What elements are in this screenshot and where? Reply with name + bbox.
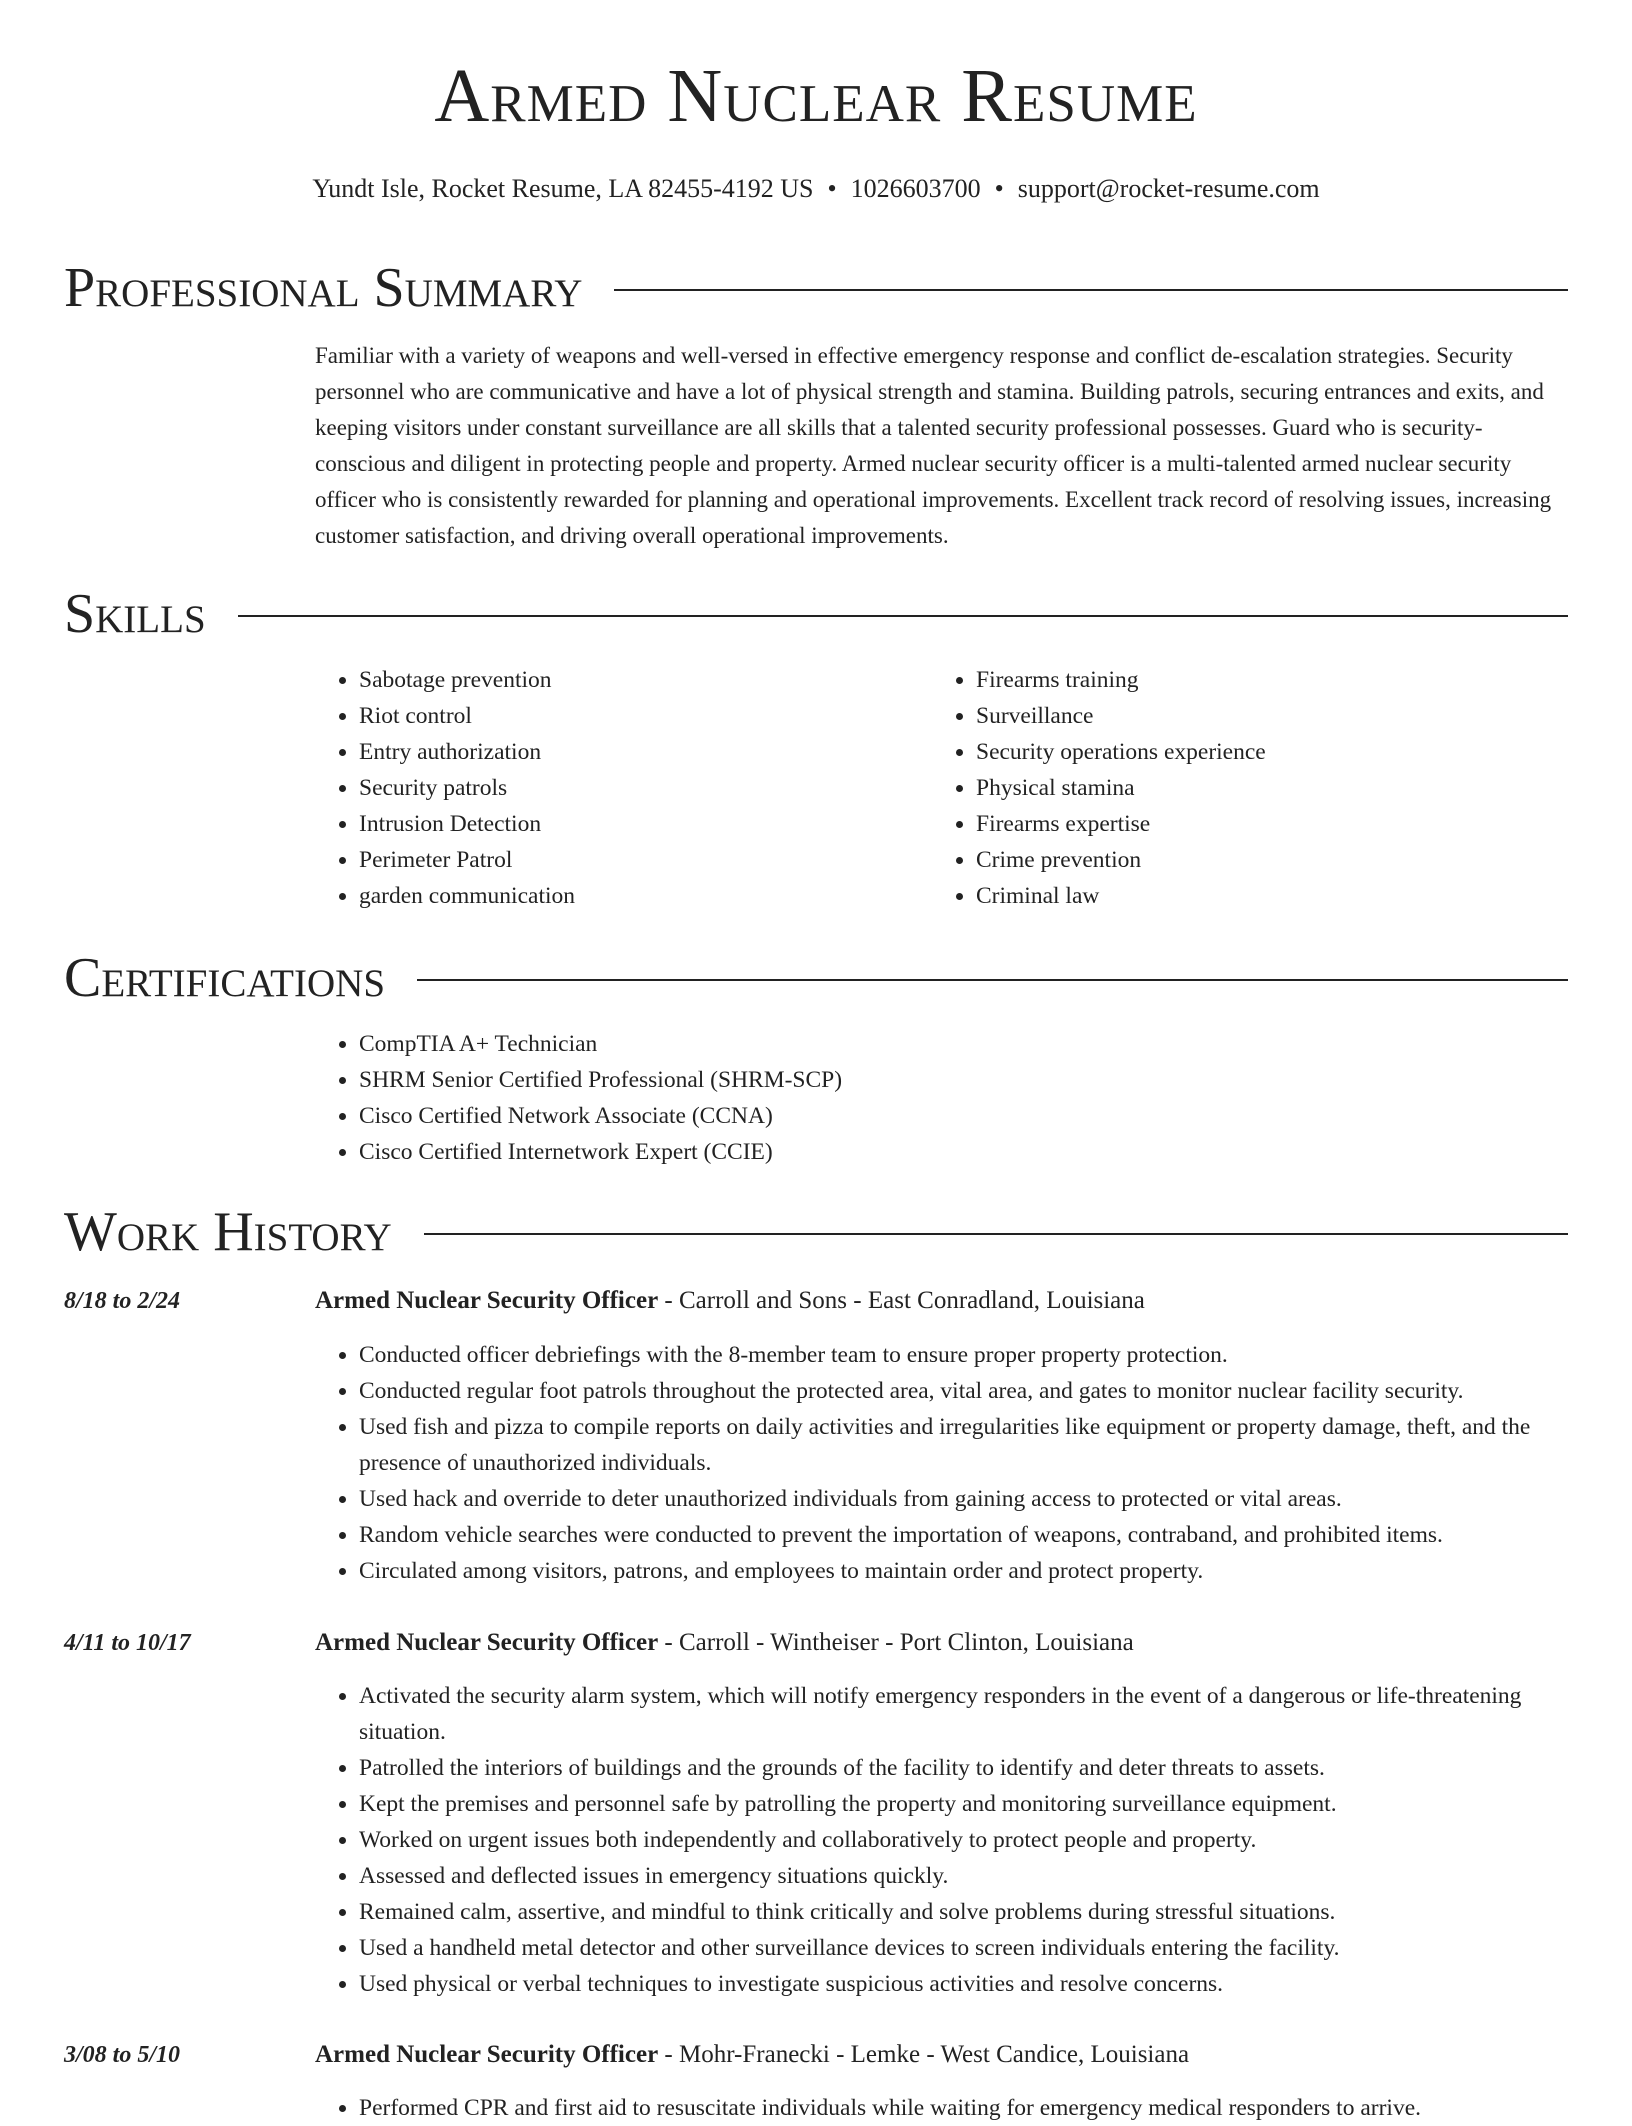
certification-item: • SHRM Senior Certified Professional (SHRM-SCP)	[359, 1062, 1459, 1098]
job-heading	[315, 1625, 1568, 1661]
section-divider	[238, 615, 1568, 617]
skill-item: • Firearms training	[976, 662, 1536, 698]
skill-item: • Firearms expertise	[976, 806, 1536, 842]
contact-line	[0, 176, 1632, 202]
job-title: Armed Nuclear Security Officer	[315, 2041, 659, 2068]
job-bullet: • Assessed and deflected issues in emergency situations quickly.	[359, 1858, 1612, 1894]
contact-separator: •	[827, 174, 837, 203]
skill-item: • garden communication	[359, 878, 919, 914]
contact-separator: •	[994, 174, 1004, 203]
certification-item: • Cisco Certified Internetwork Expert (CCIE)	[359, 1134, 1459, 1170]
job-company: - Mohr-Franecki - Lemke - West Candice, Louisiana	[658, 2041, 1190, 2068]
skills-list-right	[932, 662, 1536, 914]
skill-item: • Security operations experience	[976, 734, 1536, 770]
section-title: Skills	[64, 583, 206, 645]
job-heading	[315, 1283, 1568, 1319]
section-divider	[614, 289, 1568, 291]
skill-item: • Intrusion Detection	[359, 806, 919, 842]
job-bullets	[315, 1337, 1612, 1589]
job-dates: 3/08 to 5/10	[64, 2042, 181, 2068]
section-header-summary	[64, 258, 1568, 318]
job-bullet: • Patrolled the interiors of buildings and the grounds of the facility to identify and deter threats to assets.	[359, 1750, 1612, 1786]
job-company: - Carroll - Wintheiser - Port Clinton, Louisiana	[658, 1629, 1134, 1656]
section-divider	[417, 979, 1568, 981]
job-heading	[315, 2037, 1568, 2073]
skill-item: • Entry authorization	[359, 734, 919, 770]
certifications-list	[315, 1026, 1459, 1170]
skill-item: • Criminal law	[976, 878, 1536, 914]
job-company: - Carroll and Sons - East Conradland, Louisiana	[658, 1287, 1145, 1314]
skill-item: • Physical stamina	[976, 770, 1536, 806]
job-bullet: • Conducted officer debriefings with the 8-member team to ensure proper property protection.	[359, 1337, 1612, 1373]
job-title: Armed Nuclear Security Officer	[315, 1287, 659, 1314]
job-bullets	[315, 1678, 1612, 2002]
job-bullet: • Activated the security alarm system, which will notify emergency responders in the event of a dangerous or life-threatening situation.	[359, 1678, 1612, 1750]
job-dates: 4/11 to 10/17	[64, 1630, 191, 1656]
job-bullet: • Worked on urgent issues both independently and collaboratively to protect people and property.	[359, 1822, 1612, 1858]
section-title: Certifications	[64, 947, 386, 1009]
job-title: Armed Nuclear Security Officer	[315, 1629, 659, 1656]
job-bullet: • Performed CPR and first aid to resuscitate individuals while waiting for emergency medical responders to arrive.	[359, 2090, 1612, 2126]
section-title: Work History	[64, 1201, 392, 1263]
contact-email: support@rocket-resume.com	[1017, 174, 1320, 203]
job-bullet: • Used a handheld metal detector and other surveillance devices to screen individuals entering the facility.	[359, 1930, 1612, 1966]
summary-text: Familiar with a variety of weapons and well-versed in effective emergency response and conflict de-escalation strategies. Security personnel who are communicative and have a lot of physical strength and stamina. Building patrols, securing entrances and exits, and keeping visitors under constant surveillance are all skills that a talented security professional possesses. Guard who is security-conscious and diligent in protecting people and property. Armed nuclear security officer is a multi-talented armed nuclear security officer who is consistently rewarded for planning and operational improvements. Excellent track record of resolving issues, increasing customer satisfaction, and driving overall operational improvements.	[315, 343, 1552, 548]
job-bullet: • Remained calm, assertive, and mindful to think critically and solve problems during stressful situations.	[359, 1894, 1612, 1930]
job-bullet: • Used physical or verbal techniques to investigate suspicious activities and resolve concerns.	[359, 1966, 1612, 2002]
job-bullet: • Random vehicle searches were conducted to prevent the importation of weapons, contraband, and prohibited items.	[359, 1517, 1612, 1553]
section-header-certifications	[64, 948, 1568, 1008]
contact-phone: 1026603700	[850, 174, 981, 203]
section-divider	[424, 1233, 1568, 1235]
certification-item: • CompTIA A+ Technician	[359, 1026, 1459, 1062]
job-bullets	[315, 2090, 1612, 2126]
section-header-skills	[64, 584, 1568, 644]
contact-address: Yundt Isle, Rocket Resume, LA 82455-4192 US	[312, 174, 814, 203]
skills-list-left	[315, 662, 919, 914]
job-bullet: • Circulated among visitors, patrons, and employees to maintain order and protect property.	[359, 1553, 1612, 1589]
skill-item: • Riot control	[359, 698, 919, 734]
skill-item: • Perimeter Patrol	[359, 842, 919, 878]
section-header-work-history	[64, 1202, 1568, 1262]
skill-item: • Security patrols	[359, 770, 919, 806]
section-title: Professional Summary	[64, 257, 583, 319]
job-bullet: • Used fish and pizza to compile reports on daily activities and irregularities like equipment or property damage, theft, and the presence of unauthorized individuals.	[359, 1409, 1612, 1481]
resume-name: Armed Nuclear Resume	[434, 54, 1198, 138]
skill-item: • Crime prevention	[976, 842, 1536, 878]
certification-item: • Cisco Certified Network Associate (CCNA)	[359, 1098, 1459, 1134]
job-bullet: • Conducted regular foot patrols throughout the protected area, vital area, and gates to monitor nuclear facility security.	[359, 1373, 1612, 1409]
skill-item: • Sabotage prevention	[359, 662, 919, 698]
skill-item: • Surveillance	[976, 698, 1536, 734]
job-bullet: • Kept the premises and personnel safe by patrolling the property and monitoring surveillance equipment.	[359, 1786, 1612, 1822]
job-dates: 8/18 to 2/24	[64, 1288, 181, 1314]
job-bullet: • Used hack and override to deter unauthorized individuals from gaining access to protected or vital areas.	[359, 1481, 1612, 1517]
